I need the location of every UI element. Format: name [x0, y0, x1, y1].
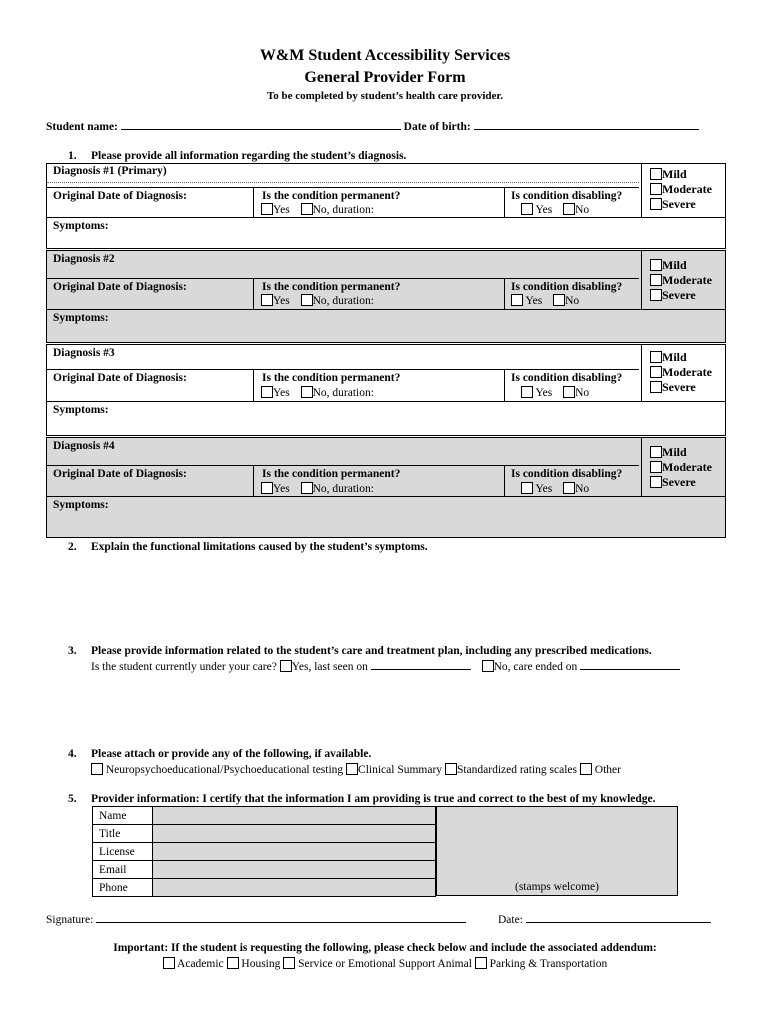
permanent-question: Is the condition permanent?: [262, 281, 401, 293]
clinical-summary-checkbox[interactable]: [346, 763, 358, 775]
diagnosis-4-block: [46, 437, 726, 538]
care-no-checkbox[interactable]: [482, 660, 494, 672]
disabling-yes-checkbox[interactable]: [521, 386, 533, 398]
permanent-options: [261, 482, 374, 495]
disabling-options: [521, 482, 589, 495]
stamp-area[interactable]: [436, 806, 678, 896]
disabling-yes-checkbox[interactable]: [511, 294, 523, 306]
symptoms-label: Symptoms:: [53, 404, 109, 416]
severe-label: Severe: [662, 380, 696, 394]
dob-field[interactable]: [474, 119, 699, 130]
care-no-label: No, care ended on: [493, 661, 578, 673]
severity-options: [650, 167, 712, 212]
student-name-field[interactable]: [121, 119, 401, 130]
permanent-options: [261, 294, 374, 307]
symptoms-label: Symptoms:: [53, 312, 109, 324]
disabling-yes-checkbox[interactable]: [521, 203, 533, 215]
other-label: Other: [594, 764, 621, 776]
moderate-checkbox[interactable]: [650, 183, 662, 195]
clinical-summary-label: Clinical Summary: [358, 764, 443, 776]
disabling-options: [521, 386, 589, 399]
moderate-checkbox[interactable]: [650, 274, 662, 286]
other-checkbox[interactable]: [580, 763, 592, 775]
permanent-question: Is the condition permanent?: [262, 372, 401, 384]
section3-text: Please provide information related to the student’s care and treatment plan, including any prescribed medications.: [91, 645, 652, 657]
provider-phone-field[interactable]: [153, 879, 436, 897]
provider-email-label: Email: [93, 861, 153, 879]
care-yes-label: Yes, last seen on: [291, 661, 368, 673]
provider-title-label: Title: [93, 825, 153, 843]
disabling-no-checkbox[interactable]: [553, 294, 565, 306]
permanent-no-checkbox[interactable]: [301, 386, 313, 398]
moderate-label: Moderate: [662, 460, 712, 474]
mild-label: Mild: [662, 258, 687, 272]
symptoms-label: Symptoms:: [53, 220, 109, 232]
diagnosis-title: Diagnosis #4: [53, 440, 115, 452]
permanent-yes-checkbox[interactable]: [261, 482, 273, 494]
form-note: To be completed by student’s health care provider.: [266, 90, 504, 102]
date-row: [498, 912, 711, 926]
attachment-options: [91, 763, 621, 776]
section2-number: 2.: [68, 541, 77, 553]
permanent-question: Is the condition permanent?: [262, 468, 401, 480]
diagnosis-3-block: [46, 344, 726, 436]
diagnosis-title: Diagnosis #3: [53, 347, 115, 359]
signature-field[interactable]: [96, 912, 466, 923]
yes-label: Yes: [525, 295, 543, 307]
table-row: [93, 807, 436, 825]
rating-scales-label: Standardized rating scales: [456, 764, 578, 776]
orig-date-label: Original Date of Diagnosis:: [53, 281, 187, 293]
mild-label: Mild: [662, 167, 687, 181]
diagnosis-1-block: [46, 163, 726, 249]
permanent-options: [261, 203, 374, 216]
disabling-no-checkbox[interactable]: [563, 203, 575, 215]
permanent-yes-checkbox[interactable]: [261, 294, 273, 306]
severity-options: [650, 258, 712, 303]
no-duration-label: No, duration:: [312, 295, 374, 307]
disabling-no-checkbox[interactable]: [563, 386, 575, 398]
yes-label: Yes: [273, 295, 290, 307]
provider-name-label: Name: [93, 807, 153, 825]
section1-text: Please provide all information regarding the student’s diagnosis.: [91, 150, 407, 162]
permanent-no-checkbox[interactable]: [301, 203, 313, 215]
table-row: [93, 879, 436, 897]
no-duration-label: No, duration:: [312, 387, 374, 399]
table-row: [93, 861, 436, 879]
housing-checkbox[interactable]: [227, 957, 239, 969]
moderate-label: Moderate: [662, 365, 712, 379]
care-question: Is the student currently under your care?: [91, 661, 277, 673]
parking-label: Parking & Transportation: [489, 958, 608, 970]
disabling-options: [521, 203, 589, 216]
moderate-label: Moderate: [662, 273, 712, 287]
symptoms-label: Symptoms:: [53, 499, 109, 511]
academic-checkbox[interactable]: [163, 957, 175, 969]
severe-label: Severe: [662, 288, 696, 302]
mild-label: Mild: [662, 350, 687, 364]
student-row: [46, 119, 699, 133]
provider-email-field[interactable]: [153, 861, 436, 879]
provider-license-field[interactable]: [153, 843, 436, 861]
section5-number: 5.: [68, 793, 77, 805]
parking-checkbox[interactable]: [475, 957, 487, 969]
moderate-label: Moderate: [662, 182, 712, 196]
mild-label: Mild: [662, 445, 687, 459]
section4-text: Please attach or provide any of the following, if available.: [91, 748, 372, 760]
permanent-no-checkbox[interactable]: [301, 294, 313, 306]
housing-label: Housing: [241, 958, 281, 970]
dob-label: Date of birth:: [403, 121, 471, 133]
severity-options: [650, 350, 712, 395]
disabling-question: Is condition disabling?: [511, 190, 623, 202]
section2-text: Explain the functional limitations caused by the student’s symptoms.: [91, 541, 428, 553]
provider-phone-label: Phone: [93, 879, 153, 897]
mild-checkbox[interactable]: [650, 351, 662, 363]
yes-label: Yes: [273, 483, 290, 495]
severity-options: [650, 445, 712, 490]
section3-number: 3.: [68, 645, 77, 657]
severe-checkbox[interactable]: [650, 289, 662, 301]
neuropsych-checkbox[interactable]: [91, 763, 103, 775]
permanent-yes-checkbox[interactable]: [261, 386, 273, 398]
disabling-question: Is condition disabling?: [511, 281, 623, 293]
severe-checkbox[interactable]: [650, 381, 662, 393]
section1-number: 1.: [68, 150, 77, 162]
permanent-question: Is the condition permanent?: [262, 190, 401, 202]
yes-label: Yes: [535, 483, 553, 495]
diagnosis-title: Diagnosis #2: [53, 253, 115, 265]
permanent-no-checkbox[interactable]: [301, 482, 313, 494]
provider-title-field[interactable]: [153, 825, 436, 843]
disabling-no-checkbox[interactable]: [563, 482, 575, 494]
disabling-yes-checkbox[interactable]: [521, 482, 533, 494]
orig-date-label: Original Date of Diagnosis:: [53, 468, 187, 480]
stamp-note: (stamps welcome): [515, 881, 599, 893]
severe-label: Severe: [662, 197, 696, 211]
student-name-label: Student name:: [46, 121, 118, 133]
permanent-yes-checkbox[interactable]: [261, 203, 273, 215]
care-question-row: [91, 659, 680, 673]
no-label: No: [565, 295, 580, 307]
academic-label: Academic: [177, 958, 224, 970]
moderate-checkbox[interactable]: [650, 366, 662, 378]
disabling-question: Is condition disabling?: [511, 468, 623, 480]
section4-number: 4.: [68, 748, 77, 760]
care-yes-checkbox[interactable]: [280, 660, 292, 672]
no-label: No: [575, 387, 590, 399]
date-label: Date:: [498, 914, 523, 926]
diagnosis-2-block: [46, 250, 726, 343]
rating-scales-checkbox[interactable]: [445, 763, 457, 775]
severe-checkbox[interactable]: [650, 198, 662, 210]
no-label: No: [575, 204, 590, 216]
moderate-checkbox[interactable]: [650, 461, 662, 473]
form-title: W&M Student Accessibility Services: [259, 47, 511, 64]
provider-info-table: [92, 806, 436, 897]
disabling-options: [511, 294, 579, 307]
mild-checkbox[interactable]: [650, 446, 662, 458]
no-label: No: [575, 483, 590, 495]
form-subtitle: General Provider Form: [304, 69, 466, 86]
table-row: [93, 843, 436, 861]
signature-row: [46, 912, 466, 926]
important-text: Important: If the student is requesting the following, please check below and include the associated addendum:: [113, 942, 657, 954]
provider-name-field[interactable]: [153, 807, 436, 825]
table-row: [93, 825, 436, 843]
last-seen-field[interactable]: [371, 659, 471, 670]
signature-label: Signature:: [46, 914, 94, 926]
diagnosis-title: Diagnosis #1 (Primary): [53, 165, 167, 177]
animal-checkbox[interactable]: [283, 957, 295, 969]
mild-checkbox[interactable]: [650, 168, 662, 180]
disabling-question: Is condition disabling?: [511, 372, 623, 384]
provider-license-label: License: [93, 843, 153, 861]
permanent-options: [261, 386, 374, 399]
severe-checkbox[interactable]: [650, 476, 662, 488]
orig-date-label: Original Date of Diagnosis:: [53, 190, 187, 202]
yes-label: Yes: [273, 204, 290, 216]
yes-label: Yes: [535, 204, 553, 216]
mild-checkbox[interactable]: [650, 259, 662, 271]
yes-label: Yes: [535, 387, 553, 399]
animal-label: Service or Emotional Support Animal: [298, 958, 472, 970]
orig-date-label: Original Date of Diagnosis:: [53, 372, 187, 384]
section5-text: Provider information: I certify that the information I am providing is true and correct to the best of my knowledge.: [91, 793, 656, 805]
no-duration-label: No, duration:: [312, 483, 374, 495]
no-duration-label: No, duration:: [312, 204, 374, 216]
care-ended-field[interactable]: [580, 659, 680, 670]
addendum-options: [0, 957, 770, 970]
date-field[interactable]: [526, 912, 711, 923]
severe-label: Severe: [662, 475, 696, 489]
yes-label: Yes: [273, 387, 290, 399]
neuropsych-label: Neuropsychoeducational/Psychoeducational testing: [105, 764, 344, 776]
